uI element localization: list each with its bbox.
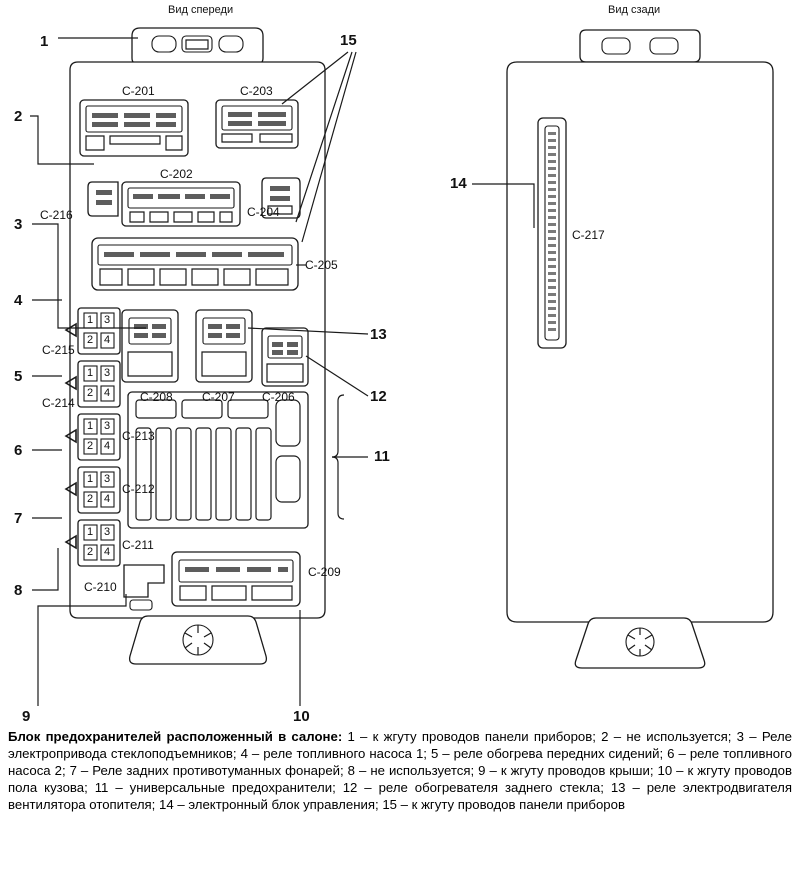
connector-label-c210: C-210 <box>84 580 117 594</box>
view-title-rear: Вид сзади <box>608 4 661 16</box>
connector-label-c214: C-214 <box>42 396 75 410</box>
pin-c213-2: 2 <box>87 440 94 452</box>
callout-12: 12 <box>370 388 387 405</box>
connector-label-c208: C-208 <box>140 390 173 404</box>
connector-label-c212: C-212 <box>122 482 155 496</box>
pin-c212-3: 3 <box>104 473 111 485</box>
callout-3: 3 <box>14 216 23 233</box>
pin-c213-4: 4 <box>104 440 111 452</box>
callout-11: 11 <box>374 448 390 465</box>
caption-text: 1 – к жгуту проводов панели приборов; 2 – не используется; 3 – Реле электропривода стеклоподъемников; 4 – реле топливного насоса 1; 5 – реле обогрева передних сидений; 6 – реле топливного насоса 2; 7 – Реле задних противотуманных фонарей; 8 – не используется; 9 – к жгуту проводов крыши; 10 – к жгуту проводов пола кузова; 11 – универсальные предохранители; 12 – реле обогревателя заднего стекла; 13 – реле электродвигателя вентилятора отопителя; 14 – электронный блок управления; 15 – к жгуту проводов панели приборов <box>8 729 792 813</box>
pin-c214-2: 2 <box>87 387 94 399</box>
callout-4: 4 <box>14 292 23 309</box>
view-title-front: Вид спереди <box>168 4 234 16</box>
callout-8: 8 <box>14 582 23 599</box>
pin-c214-1: 1 <box>87 367 94 379</box>
pin-c214-4: 4 <box>104 387 111 399</box>
callout-6: 6 <box>14 442 23 459</box>
figure-caption <box>8 728 792 813</box>
callout-1: 1 <box>40 33 49 50</box>
pin-c213-3: 3 <box>104 420 111 432</box>
callout-5: 5 <box>14 368 23 385</box>
pin-c211-2: 2 <box>87 546 94 558</box>
pin-c215-4: 4 <box>104 334 111 346</box>
pin-c211-4: 4 <box>104 546 111 558</box>
pin-c213-1: 1 <box>87 420 94 432</box>
pin-c211-1: 1 <box>87 526 94 538</box>
pin-c212-1: 1 <box>87 473 94 485</box>
connector-label-c201: C-201 <box>122 84 155 98</box>
connector-label-c211: C-211 <box>122 538 154 552</box>
connector-label-c216: C-216 <box>40 208 73 222</box>
connector-label-c207: C-207 <box>202 390 235 404</box>
pin-c214-3: 3 <box>104 367 111 379</box>
callout-9: 9 <box>22 708 31 725</box>
connector-label-c204: C-204 <box>247 205 280 219</box>
caption-title: Блок предохранителей расположенный в салоне: <box>8 729 343 744</box>
callout-13: 13 <box>370 326 387 343</box>
connector-label-c205: C-205 <box>305 258 338 272</box>
connector-label-c209: C-209 <box>308 565 341 579</box>
callout-2: 2 <box>14 108 23 125</box>
pin-c212-2: 2 <box>87 493 94 505</box>
connector-label-c206: C-206 <box>262 390 295 404</box>
pin-c215-2: 2 <box>87 334 94 346</box>
callout-14: 14 <box>450 175 467 192</box>
connector-label-c215: C-215 <box>42 343 75 357</box>
callout-10: 10 <box>293 708 310 725</box>
pin-c211-3: 3 <box>104 526 111 538</box>
callout-7: 7 <box>14 510 23 527</box>
pin-c215-3: 3 <box>104 314 111 326</box>
pin-c215-1: 1 <box>87 314 94 326</box>
callout-15: 15 <box>340 32 357 49</box>
connector-label-c213: C-213 <box>122 429 155 443</box>
pin-c212-4: 4 <box>104 493 111 505</box>
connector-label-c203: C-203 <box>240 84 273 98</box>
connector-label-c217: C-217 <box>572 228 605 242</box>
connector-label-c202: C-202 <box>160 167 193 181</box>
